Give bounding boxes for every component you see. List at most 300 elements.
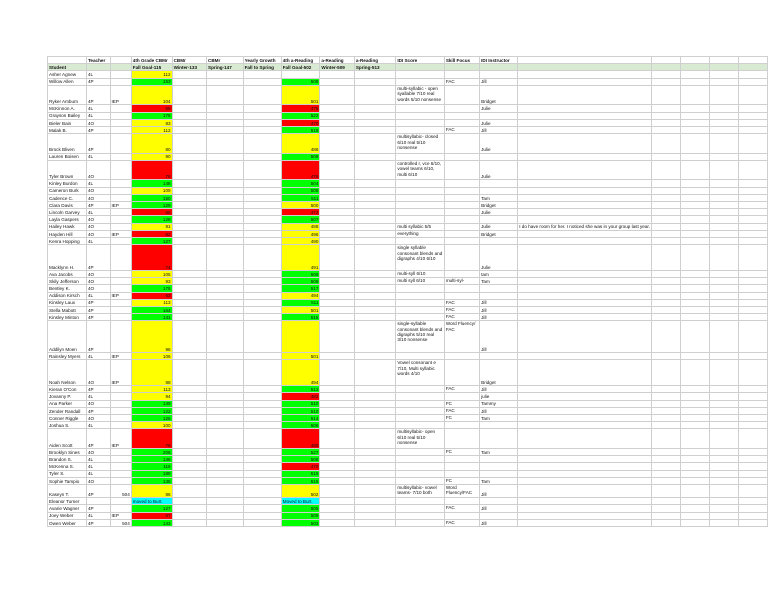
empty-cell[interactable] (738, 360, 767, 386)
empty-cell[interactable] (680, 278, 709, 285)
empty-cell[interactable] (709, 223, 738, 230)
idi-instructor-cell[interactable]: Julie (480, 223, 518, 230)
student-name-cell[interactable]: Avarie Wagner (48, 505, 87, 512)
empty-cell[interactable] (680, 306, 709, 313)
cbm-winter-cell[interactable] (172, 285, 206, 292)
student-name-cell[interactable]: Bentley K. (48, 285, 87, 292)
header-cell[interactable] (444, 64, 479, 71)
empty-cell[interactable] (651, 477, 680, 484)
header-cell[interactable] (480, 64, 518, 71)
iep-cell[interactable] (110, 448, 131, 455)
growth-cell[interactable] (243, 292, 281, 299)
teacher-cell[interactable]: 4O (86, 230, 110, 237)
idi-score-cell[interactable] (396, 498, 444, 505)
empty-cell[interactable] (738, 505, 767, 512)
idi-instructor-cell[interactable]: Bridget (480, 85, 518, 105)
header-cell[interactable] (680, 64, 709, 71)
iep-cell[interactable]: IEP (110, 202, 131, 209)
cbm-fall-cell[interactable]: 58 (131, 105, 172, 112)
student-name-cell[interactable]: Macklynn H. (48, 245, 87, 271)
areading-winter-cell[interactable] (320, 292, 354, 299)
empty-cell[interactable] (680, 153, 709, 160)
cbm-spring-cell[interactable] (207, 463, 244, 470)
cbm-spring-cell[interactable] (207, 292, 244, 299)
cbm-winter-cell[interactable] (172, 422, 206, 429)
idi-instructor-cell[interactable]: Jill (480, 407, 518, 414)
growth-cell[interactable] (243, 321, 281, 353)
note-cell[interactable] (518, 470, 652, 477)
header-cell[interactable] (396, 64, 444, 71)
areading-fall-cell[interactable]: 522 (281, 112, 320, 119)
empty-cell[interactable] (709, 299, 738, 306)
areading-winter-cell[interactable] (320, 477, 354, 484)
cbm-winter-cell[interactable] (172, 314, 206, 321)
note-cell[interactable] (518, 134, 652, 154)
cbm-spring-cell[interactable] (207, 512, 244, 519)
idi-score-cell[interactable]: multisyllabic- closed 6/10 real 5/10 nonsense (396, 134, 444, 154)
header-cell[interactable] (651, 57, 680, 64)
empty-cell[interactable] (709, 270, 738, 277)
iep-cell[interactable] (110, 278, 131, 285)
skill-focus-cell[interactable] (444, 216, 479, 223)
empty-cell[interactable] (709, 321, 738, 353)
empty-cell[interactable] (651, 353, 680, 360)
empty-cell[interactable] (709, 85, 738, 105)
skill-focus-cell[interactable]: FAC (444, 306, 479, 313)
areading-winter-cell[interactable] (320, 237, 354, 244)
idi-score-cell[interactable]: multi-syll 6/10 (396, 270, 444, 277)
growth-cell[interactable] (243, 153, 281, 160)
student-name-cell[interactable]: Zender Randall (48, 407, 87, 414)
iep-cell[interactable]: IEP (110, 429, 131, 449)
cbm-spring-cell[interactable] (207, 360, 244, 386)
areading-fall-cell[interactable]: 508 (281, 456, 320, 463)
student-name-cell[interactable]: Ryker Amburn (48, 85, 87, 105)
growth-cell[interactable] (243, 314, 281, 321)
areading-fall-cell[interactable]: 508 (281, 153, 320, 160)
student-name-cell[interactable]: Owen Weber (48, 519, 87, 526)
empty-cell[interactable] (738, 209, 767, 216)
empty-cell[interactable] (738, 78, 767, 85)
header-cell[interactable] (680, 57, 709, 64)
cbm-winter-cell[interactable] (172, 484, 206, 497)
areading-fall-cell[interactable]: 504 (281, 180, 320, 187)
iep-cell[interactable] (110, 119, 131, 126)
areading-spring-cell[interactable] (354, 505, 395, 512)
growth-cell[interactable] (243, 160, 281, 180)
growth-cell[interactable] (243, 463, 281, 470)
cbm-winter-cell[interactable] (172, 393, 206, 400)
iep-cell[interactable] (110, 314, 131, 321)
areading-winter-cell[interactable] (320, 187, 354, 194)
teacher-cell[interactable]: 4O (86, 477, 110, 484)
areading-winter-cell[interactable] (320, 470, 354, 477)
skill-focus-cell[interactable]: FC (444, 477, 479, 484)
idi-score-cell[interactable] (396, 202, 444, 209)
skill-focus-cell[interactable] (444, 194, 479, 201)
note-cell[interactable] (518, 353, 652, 360)
areading-fall-cell[interactable]: 488 (281, 223, 320, 230)
iep-cell[interactable]: IEP (110, 512, 131, 519)
skill-focus-cell[interactable] (444, 245, 479, 271)
skill-focus-cell[interactable]: FAC (444, 505, 479, 512)
iep-cell[interactable] (110, 270, 131, 277)
idi-score-cell[interactable] (396, 470, 444, 477)
empty-cell[interactable] (738, 237, 767, 244)
cbm-fall-cell[interactable]: 109 (131, 187, 172, 194)
cbm-fall-cell[interactable]: 164 (131, 306, 172, 313)
empty-cell[interactable] (709, 463, 738, 470)
iep-cell[interactable] (110, 153, 131, 160)
idi-score-cell[interactable]: multisyllabic- open 6/10 real 5/10 nonsense (396, 429, 444, 449)
cbm-winter-cell[interactable] (172, 292, 206, 299)
student-name-cell[interactable]: Lauren Boisen (48, 153, 87, 160)
empty-cell[interactable] (738, 119, 767, 126)
idi-instructor-cell[interactable] (480, 429, 518, 449)
empty-cell[interactable] (709, 484, 738, 497)
header-cell[interactable]: Winter-133 (172, 64, 206, 71)
empty-cell[interactable] (709, 153, 738, 160)
cbm-winter-cell[interactable] (172, 160, 206, 180)
growth-cell[interactable] (243, 216, 281, 223)
growth-cell[interactable] (243, 360, 281, 386)
note-cell[interactable] (518, 216, 652, 223)
empty-cell[interactable] (651, 314, 680, 321)
teacher-cell[interactable]: 4L (86, 180, 110, 187)
areading-fall-cell[interactable] (281, 71, 320, 78)
empty-cell[interactable] (651, 321, 680, 353)
iep-cell[interactable] (110, 306, 131, 313)
areading-fall-cell[interactable]: 519 (281, 470, 320, 477)
note-cell[interactable] (518, 245, 652, 271)
cbm-fall-cell[interactable]: 116 (131, 463, 172, 470)
idi-score-cell[interactable]: multisyllabic- vowel teams- 7/10 both (396, 484, 444, 497)
empty-cell[interactable] (709, 448, 738, 455)
empty-cell[interactable] (709, 353, 738, 360)
growth-cell[interactable] (243, 470, 281, 477)
header-cell[interactable]: a-Reading (354, 57, 395, 64)
empty-cell[interactable] (680, 477, 709, 484)
header-cell[interactable] (651, 64, 680, 71)
student-name-cell[interactable]: Jovanny P. (48, 393, 87, 400)
empty-cell[interactable] (709, 285, 738, 292)
cbm-fall-cell[interactable]: 86 (131, 484, 172, 497)
empty-cell[interactable] (680, 237, 709, 244)
iep-cell[interactable] (110, 237, 131, 244)
skill-focus-cell[interactable] (444, 71, 479, 78)
student-name-cell[interactable]: Joey Weber (48, 512, 87, 519)
idi-score-cell[interactable] (396, 78, 444, 85)
areading-fall-cell[interactable]: 517 (281, 285, 320, 292)
idi-score-cell[interactable]: multi syll 6/10 (396, 278, 444, 285)
cbm-spring-cell[interactable] (207, 202, 244, 209)
student-name-cell[interactable]: Addison Kirsch (48, 292, 87, 299)
areading-spring-cell[interactable] (354, 463, 395, 470)
idi-score-cell[interactable] (396, 119, 444, 126)
areading-winter-cell[interactable] (320, 85, 354, 105)
areading-spring-cell[interactable] (354, 216, 395, 223)
idi-score-cell[interactable] (396, 456, 444, 463)
idi-instructor-cell[interactable]: Julie (480, 134, 518, 154)
empty-cell[interactable] (738, 230, 767, 237)
cbm-fall-cell[interactable]: 127 (131, 237, 172, 244)
empty-cell[interactable] (709, 505, 738, 512)
empty-cell[interactable] (738, 448, 767, 455)
cbm-winter-cell[interactable] (172, 470, 206, 477)
skill-focus-cell[interactable] (444, 187, 479, 194)
growth-cell[interactable] (243, 299, 281, 306)
growth-cell[interactable] (243, 519, 281, 526)
areading-winter-cell[interactable] (320, 306, 354, 313)
empty-cell[interactable] (651, 429, 680, 449)
header-cell[interactable]: Fall Goal-115 (131, 64, 172, 71)
areading-fall-cell[interactable]: 501 (281, 353, 320, 360)
empty-cell[interactable] (680, 270, 709, 277)
empty-cell[interactable] (651, 448, 680, 455)
note-cell[interactable] (518, 505, 652, 512)
areading-fall-cell[interactable]: 508 (281, 187, 320, 194)
areading-spring-cell[interactable] (354, 180, 395, 187)
areading-spring-cell[interactable] (354, 360, 395, 386)
note-cell[interactable] (518, 386, 652, 393)
areading-winter-cell[interactable] (320, 314, 354, 321)
empty-cell[interactable] (651, 78, 680, 85)
areading-winter-cell[interactable] (320, 78, 354, 85)
empty-cell[interactable] (709, 415, 738, 422)
areading-winter-cell[interactable] (320, 270, 354, 277)
idi-instructor-cell[interactable] (480, 216, 518, 223)
areading-winter-cell[interactable] (320, 134, 354, 154)
header-cell[interactable] (48, 57, 87, 64)
idi-instructor-cell[interactable] (480, 353, 518, 360)
growth-cell[interactable] (243, 180, 281, 187)
cbm-fall-cell[interactable]: 126 (131, 415, 172, 422)
idi-score-cell[interactable] (396, 463, 444, 470)
areading-fall-cell[interactable]: 507 (281, 216, 320, 223)
areading-fall-cell[interactable]: 509 (281, 512, 320, 519)
empty-cell[interactable] (738, 180, 767, 187)
empty-cell[interactable] (651, 306, 680, 313)
growth-cell[interactable] (243, 393, 281, 400)
skill-focus-cell[interactable] (444, 463, 479, 470)
cbm-winter-cell[interactable] (172, 187, 206, 194)
cbm-winter-cell[interactable] (172, 245, 206, 271)
cbm-fall-cell[interactable]: 90 (131, 153, 172, 160)
empty-cell[interactable] (680, 180, 709, 187)
areading-fall-cell[interactable]: 506 (281, 422, 320, 429)
areading-fall-cell[interactable]: 494 (281, 292, 320, 299)
empty-cell[interactable] (680, 223, 709, 230)
areading-spring-cell[interactable] (354, 470, 395, 477)
areading-winter-cell[interactable] (320, 360, 354, 386)
student-name-cell[interactable]: Brandon S. (48, 456, 87, 463)
empty-cell[interactable] (651, 470, 680, 477)
teacher-cell[interactable]: 4O (86, 360, 110, 386)
growth-cell[interactable] (243, 477, 281, 484)
empty-cell[interactable] (651, 407, 680, 414)
student-name-cell[interactable]: Cameron Burk (48, 187, 87, 194)
cbm-fall-cell[interactable]: 188 (131, 470, 172, 477)
growth-cell[interactable] (243, 245, 281, 271)
teacher-cell[interactable]: 4P (86, 314, 110, 321)
header-cell[interactable]: Winter-509 (320, 64, 354, 71)
cbm-fall-cell[interactable]: 176 (131, 285, 172, 292)
skill-focus-cell[interactable] (444, 270, 479, 277)
empty-cell[interactable] (680, 119, 709, 126)
idi-instructor-cell[interactable] (480, 153, 518, 160)
empty-cell[interactable] (680, 456, 709, 463)
growth-cell[interactable] (243, 512, 281, 519)
note-cell[interactable] (518, 119, 652, 126)
skill-focus-cell[interactable] (444, 85, 479, 105)
empty-cell[interactable] (651, 237, 680, 244)
cbm-winter-cell[interactable] (172, 134, 206, 154)
idi-instructor-cell[interactable]: Jill (480, 314, 518, 321)
areading-spring-cell[interactable] (354, 292, 395, 299)
header-cell[interactable] (518, 57, 652, 64)
cbm-spring-cell[interactable] (207, 78, 244, 85)
idi-instructor-cell[interactable] (480, 237, 518, 244)
idi-instructor-cell[interactable]: Jill (480, 306, 518, 313)
idi-score-cell[interactable] (396, 477, 444, 484)
empty-cell[interactable] (651, 223, 680, 230)
empty-cell[interactable] (680, 71, 709, 78)
empty-cell[interactable] (680, 415, 709, 422)
skill-focus-cell[interactable] (444, 223, 479, 230)
skill-focus-cell[interactable] (444, 292, 479, 299)
cbm-spring-cell[interactable] (207, 153, 244, 160)
areading-spring-cell[interactable] (354, 202, 395, 209)
iep-cell[interactable] (110, 223, 131, 230)
empty-cell[interactable] (680, 484, 709, 497)
iep-cell[interactable] (110, 299, 131, 306)
teacher-cell[interactable]: 4O (86, 278, 110, 285)
empty-cell[interactable] (738, 126, 767, 133)
cbm-winter-cell[interactable] (172, 278, 206, 285)
idi-instructor-cell[interactable]: Tam (480, 194, 518, 201)
idi-instructor-cell[interactable]: Julie (480, 105, 518, 112)
skill-focus-cell[interactable]: FAC (444, 314, 479, 321)
empty-cell[interactable] (651, 216, 680, 223)
cbm-winter-cell[interactable] (172, 353, 206, 360)
areading-fall-cell[interactable]: 518 (281, 126, 320, 133)
idi-instructor-cell[interactable]: Bridget (480, 230, 518, 237)
note-cell[interactable] (518, 270, 652, 277)
cbm-winter-cell[interactable] (172, 463, 206, 470)
note-cell[interactable] (518, 393, 652, 400)
cbm-spring-cell[interactable] (207, 119, 244, 126)
areading-fall-cell[interactable]: 480 (281, 429, 320, 449)
cbm-fall-cell[interactable]: 129 (131, 202, 172, 209)
skill-focus-cell[interactable] (444, 160, 479, 180)
areading-spring-cell[interactable] (354, 386, 395, 393)
empty-cell[interactable] (680, 194, 709, 201)
empty-cell[interactable] (680, 360, 709, 386)
cbm-spring-cell[interactable] (207, 105, 244, 112)
areading-spring-cell[interactable] (354, 353, 395, 360)
empty-cell[interactable] (680, 505, 709, 512)
empty-cell[interactable] (680, 498, 709, 505)
areading-fall-cell[interactable]: 511 (281, 194, 320, 201)
skill-focus-cell[interactable]: FC (444, 448, 479, 455)
teacher-cell[interactable] (86, 498, 110, 505)
skill-focus-cell[interactable] (444, 119, 479, 126)
cbm-fall-cell[interactable]: 143 (131, 519, 172, 526)
idi-instructor-cell[interactable] (480, 463, 518, 470)
teacher-cell[interactable]: 4L (86, 456, 110, 463)
idi-instructor-cell[interactable]: Julie (480, 209, 518, 216)
areading-spring-cell[interactable] (354, 278, 395, 285)
growth-cell[interactable] (243, 353, 281, 360)
empty-cell[interactable] (651, 105, 680, 112)
empty-cell[interactable] (709, 187, 738, 194)
empty-cell[interactable] (709, 245, 738, 271)
cbm-spring-cell[interactable] (207, 230, 244, 237)
growth-cell[interactable] (243, 119, 281, 126)
skill-focus-cell[interactable]: FAC (444, 407, 479, 414)
areading-fall-cell[interactable]: 527 (281, 448, 320, 455)
note-cell[interactable] (518, 407, 652, 414)
teacher-cell[interactable]: 4P (86, 407, 110, 414)
iep-cell[interactable] (110, 285, 131, 292)
header-cell[interactable]: Fall Goal-502 (281, 64, 320, 71)
areading-winter-cell[interactable] (320, 463, 354, 470)
note-cell[interactable] (518, 237, 652, 244)
cbm-fall-cell[interactable]: 153 (131, 78, 172, 85)
empty-cell[interactable] (680, 216, 709, 223)
idi-score-cell[interactable]: single syllable consonant blends and digraphs 4/10 6/10 (396, 245, 444, 271)
student-name-cell[interactable]: Asher Agnew (48, 71, 87, 78)
header-cell[interactable] (518, 64, 652, 71)
iep-cell[interactable] (110, 187, 131, 194)
cbm-fall-cell[interactable]: 93 (131, 278, 172, 285)
growth-cell[interactable] (243, 223, 281, 230)
teacher-cell[interactable]: 4P (86, 245, 110, 271)
skill-focus-cell[interactable] (444, 230, 479, 237)
note-cell[interactable] (518, 105, 652, 112)
iep-cell[interactable] (110, 422, 131, 429)
growth-cell[interactable] (243, 78, 281, 85)
teacher-cell[interactable]: 4P (86, 484, 110, 497)
areading-spring-cell[interactable] (354, 314, 395, 321)
iep-cell[interactable]: 504 (110, 484, 131, 497)
growth-cell[interactable] (243, 126, 281, 133)
cbm-fall-cell[interactable]: 105 (131, 270, 172, 277)
idi-score-cell[interactable] (396, 180, 444, 187)
areading-fall-cell[interactable]: 511 (281, 299, 320, 306)
idi-instructor-cell[interactable] (480, 180, 518, 187)
teacher-cell[interactable]: 4L (86, 112, 110, 119)
empty-cell[interactable] (738, 216, 767, 223)
student-name-cell[interactable]: Kaseyn T. (48, 484, 87, 497)
areading-winter-cell[interactable] (320, 519, 354, 526)
empty-cell[interactable] (709, 230, 738, 237)
areading-spring-cell[interactable] (354, 519, 395, 526)
empty-cell[interactable] (651, 187, 680, 194)
empty-cell[interactable] (651, 160, 680, 180)
areading-winter-cell[interactable] (320, 153, 354, 160)
cbm-winter-cell[interactable] (172, 216, 206, 223)
idi-instructor-cell[interactable] (480, 512, 518, 519)
iep-cell[interactable] (110, 415, 131, 422)
empty-cell[interactable] (709, 126, 738, 133)
cbm-winter-cell[interactable] (172, 360, 206, 386)
areading-spring-cell[interactable] (354, 237, 395, 244)
empty-cell[interactable] (709, 78, 738, 85)
areading-spring-cell[interactable] (354, 415, 395, 422)
cbm-winter-cell[interactable] (172, 448, 206, 455)
cbm-spring-cell[interactable] (207, 270, 244, 277)
